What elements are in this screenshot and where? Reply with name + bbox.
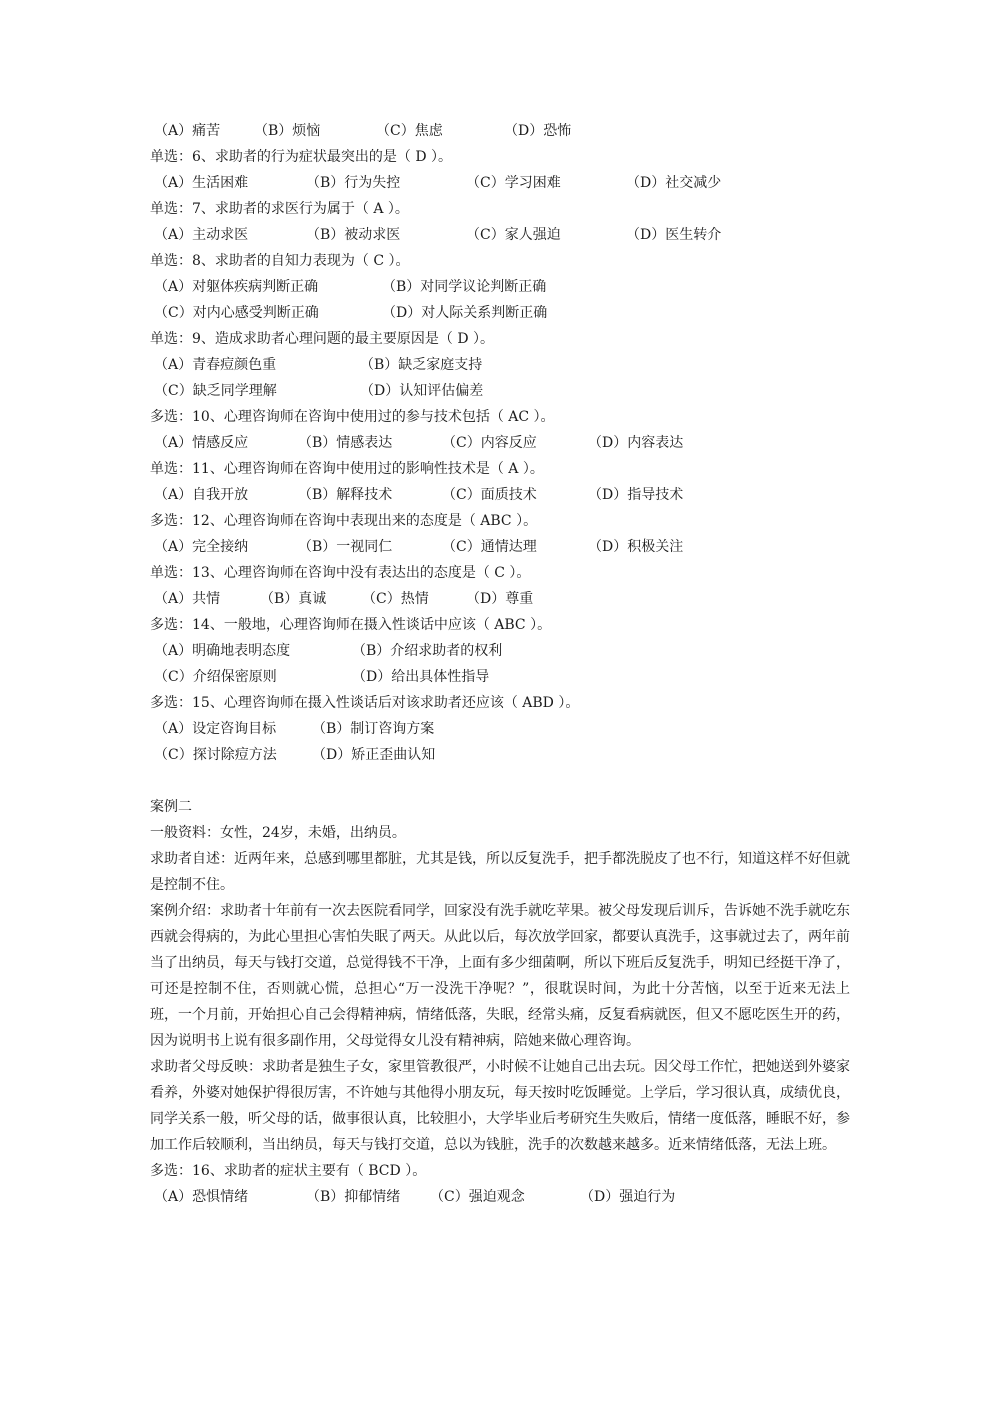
option-a: （A）共情 bbox=[154, 591, 221, 607]
option-c: （C）缺乏同学理解 bbox=[154, 383, 277, 399]
option-c: （C）内容反应 bbox=[442, 435, 537, 451]
option-b: （B）抑郁情绪 bbox=[306, 1189, 401, 1205]
option-a: （A）青春痘颜色重 bbox=[154, 357, 277, 373]
option-c: （C）强迫观念 bbox=[430, 1189, 525, 1205]
section-spacer bbox=[150, 768, 850, 794]
option-c: （C）焦虑 bbox=[376, 123, 443, 139]
question-11: 单选：11、心理咨询师在咨询中使用过的影响性技术是（ A ）。 bbox=[150, 461, 544, 477]
option-d: （D）尊重 bbox=[466, 591, 534, 607]
case-title: 案例二 bbox=[150, 799, 192, 815]
option-a: （A）自我开放 bbox=[154, 487, 249, 503]
option-d: （D）矫正歪曲认知 bbox=[312, 747, 436, 763]
option-d: （D）强迫行为 bbox=[580, 1189, 676, 1205]
self-report: 求助者自述：近两年来，总感到哪里都脏，尤其是钱，所以反复洗手，把手都洗脱皮了也不行，知道这样不好但就是控制不住。 bbox=[150, 851, 850, 893]
option-row bbox=[150, 716, 850, 742]
question-7: 单选：7、求助者的求医行为属于（ A ）。 bbox=[150, 201, 409, 217]
option-row bbox=[150, 1184, 850, 1210]
option-row bbox=[150, 222, 850, 248]
option-row bbox=[150, 586, 850, 612]
option-row bbox=[150, 664, 850, 690]
option-c: （C）学习困难 bbox=[466, 175, 561, 191]
option-b: （B）情感表达 bbox=[298, 435, 393, 451]
option-b: （B）解释技术 bbox=[298, 487, 393, 503]
general-info: 一般资料：女性，24岁，未婚，出纳员。 bbox=[150, 825, 406, 841]
case-intro: 案例介绍：求助者十年前有一次去医院看同学，回家没有洗手就吃苹果。被父母发现后训斥，告诉她不洗手就吃东西就会得病的，为此心里担心害怕失眠了两天。从此以后，每次放学回家，都要认真洗手，这事就过去了，两年前当了出纳员，每天与钱打交道，总觉得钱不干净，上面有多少细菌啊，所以下班后反复洗手，明知已经挺干净了，可还是控制不住，否则就心慌，总担心“万一没洗干净呢？”，很耽误时间，为此十分苦恼，以至于近来无法上班，一个月前，开始担心自己会得精神病，情绪低落，失眠，经常头痛，反复看病就医，但又不愿吃医生开的药，因为说明书上说有很多副作用，父母觉得女儿没有精神病，陪她来做心理咨询。 bbox=[150, 903, 850, 1049]
option-a: （A）生活困难 bbox=[154, 175, 249, 191]
option-row bbox=[150, 378, 850, 404]
option-a: （A）痛苦 bbox=[154, 123, 221, 139]
question-9: 单选：9、造成求助者心理问题的最主要原因是（ D ）。 bbox=[150, 331, 495, 347]
option-row bbox=[150, 300, 850, 326]
option-b: （B）烦恼 bbox=[254, 123, 321, 139]
option-d: （D）内容表达 bbox=[588, 435, 684, 451]
question-14: 多选：14、一般地，心理咨询师在摄入性谈话中应该（ ABC ）。 bbox=[150, 617, 552, 633]
option-c: （C）对内心感受判断正确 bbox=[154, 305, 319, 321]
option-a: （A）恐惧情绪 bbox=[154, 1189, 249, 1205]
option-b: （B）介绍求助者的权利 bbox=[352, 643, 503, 659]
option-d: （D）社交减少 bbox=[626, 175, 722, 191]
option-b: （B）制订咨询方案 bbox=[312, 721, 435, 737]
option-a: （A）设定咨询目标 bbox=[154, 721, 277, 737]
option-c: （C）通情达理 bbox=[442, 539, 537, 555]
option-c: （C）热情 bbox=[362, 591, 429, 607]
question-6: 单选：6、求助者的行为症状最突出的是（ D ）。 bbox=[150, 149, 453, 165]
option-row bbox=[150, 352, 850, 378]
option-d: （D）给出具体性指导 bbox=[352, 669, 490, 685]
option-d: （D）认知评估偏差 bbox=[360, 383, 484, 399]
option-c: （C）介绍保密原则 bbox=[154, 669, 277, 685]
option-c: （C）家人强迫 bbox=[466, 227, 561, 243]
option-d: （D）对人际关系判断正确 bbox=[382, 305, 548, 321]
document-page bbox=[150, 118, 850, 1210]
question-16: 多选：16、求助者的症状主要有（ BCD ）。 bbox=[150, 1163, 427, 1179]
option-b: （B）对同学议论判断正确 bbox=[382, 279, 547, 295]
option-c: （C）面质技术 bbox=[442, 487, 537, 503]
option-d: （D）积极关注 bbox=[588, 539, 684, 555]
option-row bbox=[150, 742, 850, 768]
option-d: （D）恐怖 bbox=[504, 123, 572, 139]
option-c: （C）探讨除痘方法 bbox=[154, 747, 277, 763]
parents-report: 求助者父母反映：求助者是独生子女，家里管教很严，小时候不让她自己出去玩。因父母工作忙，把她送到外婆家看养，外婆对她保护得很厉害，不许她与其他得小朋友玩，每天按时吃饭睡觉。上学后，学习很认真，成绩优良，同学关系一般，听父母的话，做事很认真，比较胆小，大学毕业后考研究生失败后，情绪一度低落，睡眠不好，参加工作后较顺利，当出纳员，每天与钱打交道，总以为钱脏，洗手的次数越来越多。近来情绪低落，无法上班。 bbox=[150, 1059, 850, 1153]
option-a: （A）情感反应 bbox=[154, 435, 249, 451]
option-a: （A）对躯体疾病判断正确 bbox=[154, 279, 319, 295]
option-row bbox=[150, 638, 850, 664]
question-12: 多选：12、心理咨询师在咨询中表现出来的态度是（ ABC ）。 bbox=[150, 513, 538, 529]
option-row bbox=[150, 534, 850, 560]
option-b: （B）真诚 bbox=[260, 591, 327, 607]
question-8: 单选：8、求助者的自知力表现为（ C ）。 bbox=[150, 253, 410, 269]
option-d: （D）指导技术 bbox=[588, 487, 684, 503]
option-a: （A）完全接纳 bbox=[154, 539, 249, 555]
option-b: （B）被动求医 bbox=[306, 227, 401, 243]
option-row bbox=[150, 430, 850, 456]
question-15: 多选：15、心理咨询师在摄入性谈话后对该求助者还应该（ ABD ）。 bbox=[150, 695, 580, 711]
option-b: （B）行为失控 bbox=[306, 175, 401, 191]
question-10: 多选：10、心理咨询师在咨询中使用过的参与技术包括（ AC ）。 bbox=[150, 409, 555, 425]
option-a: （A）主动求医 bbox=[154, 227, 249, 243]
option-row bbox=[150, 170, 850, 196]
option-row bbox=[150, 482, 850, 508]
option-row bbox=[150, 274, 850, 300]
option-row bbox=[150, 118, 850, 144]
option-a: （A）明确地表明态度 bbox=[154, 643, 291, 659]
option-b: （B）一视同仁 bbox=[298, 539, 393, 555]
question-13: 单选：13、心理咨询师在咨询中没有表达出的态度是（ C ）。 bbox=[150, 565, 531, 581]
option-d: （D）医生转介 bbox=[626, 227, 722, 243]
option-b: （B）缺乏家庭支持 bbox=[360, 357, 483, 373]
